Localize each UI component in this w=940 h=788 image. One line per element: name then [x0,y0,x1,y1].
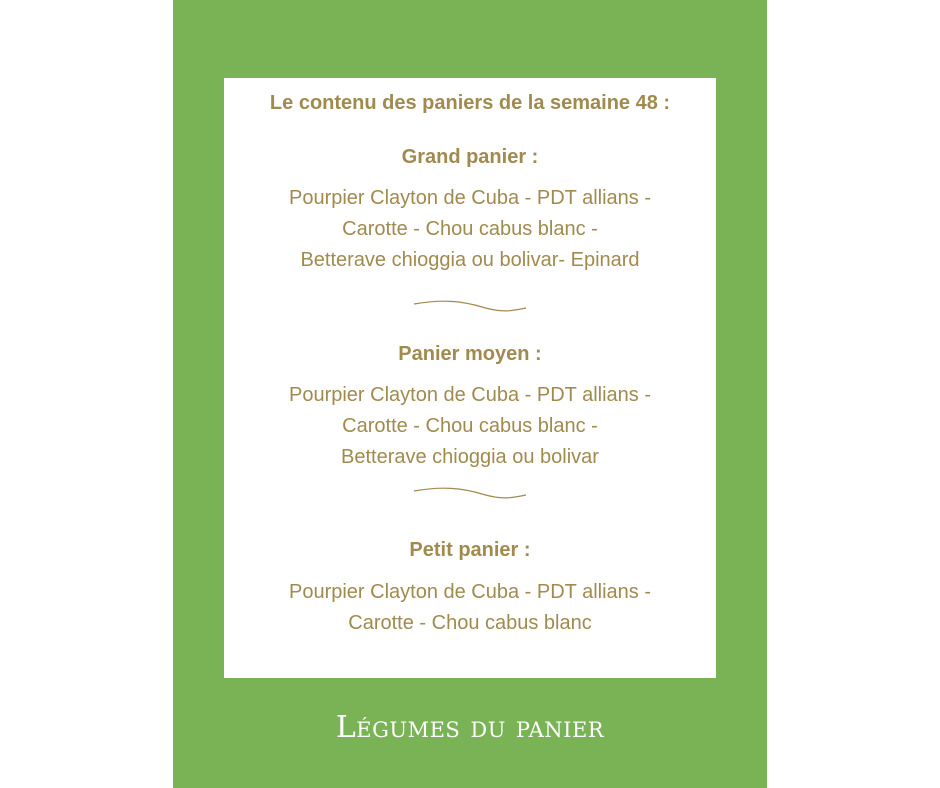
basket-heading-petit: Petit panier : [409,539,531,561]
basket-line: Carotte - Chou cabus blanc - [342,415,598,437]
basket-line: Carotte - Chou cabus blanc [348,612,592,634]
basket-line: Pourpier Clayton de Cuba - PDT allians - [288,187,652,209]
basket-heading-grand: Grand panier : [401,146,539,168]
wavy-divider-icon [412,486,528,500]
basket-line: Betterave chioggia ou bolivar- Epinard [300,249,640,271]
basket-content-card [224,78,716,678]
footer-title: Légumes du panier [335,710,605,745]
basket-line: Betterave chioggia ou bolivar [341,446,599,468]
basket-line: Carotte - Chou cabus blanc - [342,218,598,240]
basket-heading-moyen: Panier moyen : [398,343,542,365]
basket-line: Pourpier Clayton de Cuba - PDT allians - [288,384,652,406]
wavy-divider-icon [412,299,528,313]
basket-line: Pourpier Clayton de Cuba - PDT allians - [288,581,652,603]
card-title: Le contenu des paniers de la semaine 48 : [269,92,671,114]
